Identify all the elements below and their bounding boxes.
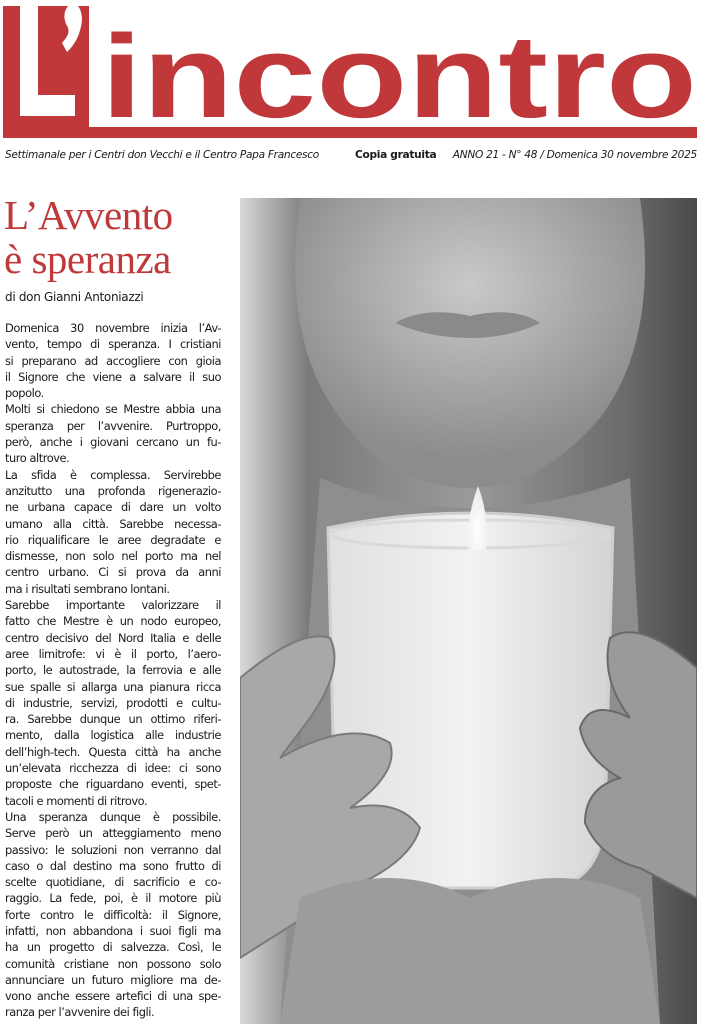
article-line: porto, le autostrade, la ferrovia e alle — [5, 663, 221, 678]
byline: di don Gianni Antoniazzi — [5, 290, 144, 304]
title-line-1: L’Avvento — [4, 192, 173, 238]
article-line: mento, dalla logistica alle industrie — [5, 728, 221, 743]
article-line: La sfida è complessa. Servirebbe — [5, 467, 221, 482]
article-line: vento, tempo di speranza. I cristiani — [5, 337, 221, 352]
article-line: sue spalle si allarga una pianura ricca — [5, 679, 221, 694]
article-line: vono anche essere artefici di una spe- — [5, 989, 221, 1004]
article-line: dell’high-tech. Questa città ha anche — [5, 744, 221, 759]
article-line: ma i risultati sembrano lontani. — [5, 581, 170, 596]
svg-text:incontro: incontro — [101, 11, 697, 143]
article-line: infatti, non abbandona i suoi figli ma — [5, 923, 221, 938]
article-line: ha un progetto di salvezza. Così, le — [5, 940, 221, 955]
article-line: umano alla città. Sarebbe necessa- — [5, 516, 221, 531]
tagline: Settimanale per i Centri don Vecchi e il Centro Papa Francesco — [5, 149, 319, 161]
article-line: Molti si chiedono se Mestre abbia una — [5, 402, 221, 417]
issue-info: ANNO 21 - N° 48 / Domenica 30 novembre 2025 — [452, 149, 697, 161]
article-line: proposte che riguardano eventi, spet- — [5, 777, 221, 792]
article-line: scelte quotidiane, di sacrificio e co- — [5, 875, 221, 890]
article-line: popolo. — [5, 386, 44, 401]
free-copy-label: Copia gratuita — [355, 149, 437, 161]
title-line-2: è speranza — [4, 236, 171, 282]
article-line: Serve però un atteggiamento meno — [5, 826, 221, 841]
masthead-strap — [5, 149, 697, 167]
article-line: rio riqualificare le aree degradate e — [5, 532, 221, 547]
article-line: raggio. La fede, poi, è il motore più — [5, 891, 221, 906]
article-line: ne urbana capace di dare un volto — [5, 500, 221, 515]
candle-photo — [240, 198, 697, 1024]
article-line: turo altrove. — [5, 451, 70, 466]
article-line: di industrie, servizi, prodotti e cultu- — [5, 695, 221, 710]
article-line: centro decisivo del Nord Italia e delle — [5, 630, 221, 645]
article-line: annunciare un futuro migliore ma de- — [5, 972, 221, 987]
article-line: ranza per l’avvenire dei figli. — [5, 1005, 155, 1020]
article-line: si preparano ad accogliere con gioia — [5, 353, 221, 368]
article-line: passivo: le soluzioni non verranno dal — [5, 842, 221, 857]
article-line: tacoli e momenti di ritrovo. — [5, 793, 148, 808]
article-line: Sarebbe importante valorizzare il — [5, 598, 221, 613]
article-line: Domenica 30 novembre inizia l’Av- — [5, 321, 221, 335]
article-title — [4, 193, 240, 281]
article-line: forte contro le difficoltà: il Signore, — [5, 907, 221, 922]
article-body — [5, 320, 221, 1021]
article-line: anzitutto una profonda rigenerazio- — [5, 483, 221, 498]
article-line: dismesse, non solo nel porto ma nel — [5, 549, 221, 564]
article-line: il Signore che viene a salvare il suo — [5, 369, 221, 384]
article-line: ra. Sarebbe dunque un ottimo riferi- — [5, 712, 221, 727]
article-line: speranza per l’avvenire. Purtroppo, — [5, 418, 221, 433]
article-line: aree limitrofe: vi è il porto, l’aero- — [5, 646, 221, 661]
article-line: centro urbano. Ci si prova da anni — [5, 565, 221, 580]
article-line: caso o dal destino ma sono frutto di — [5, 858, 221, 873]
article-line: però, anche i giovani cercano un fu- — [5, 435, 221, 450]
masthead-logo — [0, 0, 701, 145]
article-line: Una speranza dunque è possibile. — [5, 809, 221, 824]
article-line: fatto che Mestre è un nodo europeo, — [5, 614, 221, 629]
article-line: un’elevata ricchezza di idee: ci sono — [5, 761, 221, 776]
article-line: comunità cristiane non possono solo — [5, 956, 221, 971]
